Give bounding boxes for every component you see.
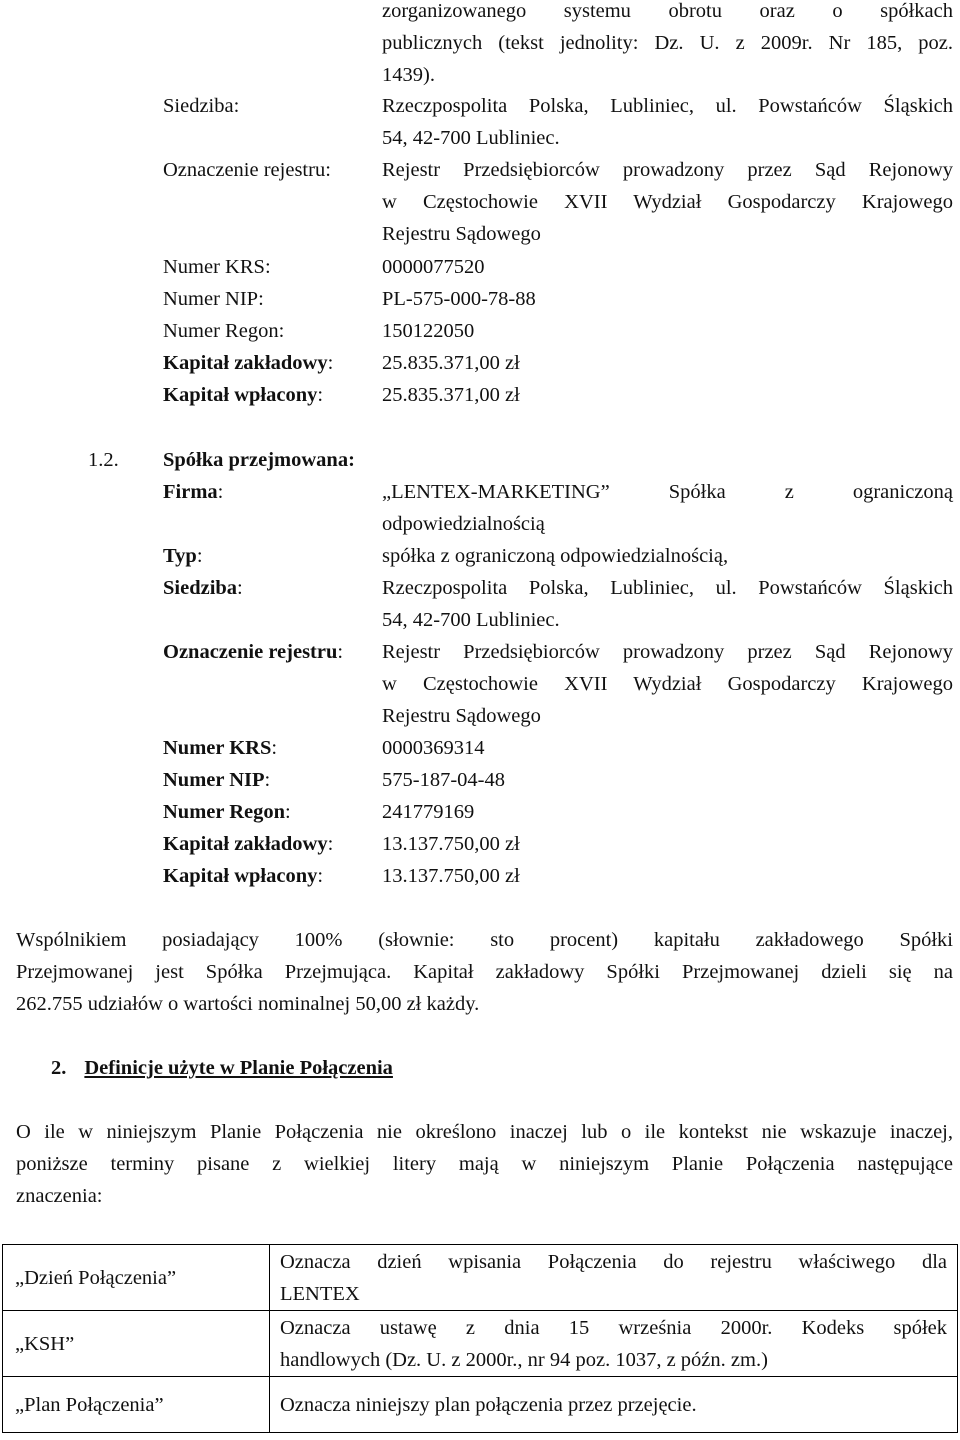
text-line: Oznacza ustawę z dnia 15 września 2000r. Kodeks spółek <box>280 1316 947 1339</box>
company2-regon: Numer Regon: 241779169 <box>163 796 291 828</box>
company1-paid-capital: Kapitał wpłacony: 25.835.371,00 zł <box>163 379 323 411</box>
field-label: Oznaczenie rejestru <box>163 159 326 181</box>
text-line: Wspólnikiem posiadający 100% (słownie: sto procent) kapitału zakładowego Spółki <box>16 929 953 951</box>
krs-value: 0000077520 <box>382 256 485 278</box>
text-line: zorganizowanego systemu obrotu oraz o spółkach <box>382 0 953 22</box>
text-line: publicznych (tekst jednolity: Dz. U. z 2009r. Nr 185, poz. <box>382 32 953 54</box>
definition-term: „Dzień Połączenia” <box>3 1245 270 1311</box>
company2-nip: Numer NIP: 575-187-04-48 <box>163 764 270 796</box>
text-line: Rejestru Sądowego <box>382 705 541 727</box>
text-line: odpowiedzialnością <box>382 513 545 535</box>
definition-term: „KSH” <box>3 1311 270 1377</box>
regon-value: 241779169 <box>382 801 475 823</box>
nip-value: 575-187-04-48 <box>382 769 505 791</box>
text-line: 54, 42-700 Lubliniec. <box>382 127 560 149</box>
definitions-intro <box>16 1116 953 1212</box>
company2-register: Oznaczenie rejestru: Rejestr Przedsiębiorców prowadzony przez Sąd Rejonowy w Częstochowie XVII Wydział Gospodarczy Krajowego Rejestru Sądowego <box>163 636 953 732</box>
field-label: Kapitał zakładowy <box>163 833 328 855</box>
text-line: 262.755 udziałów o wartości nominalnej 50,00 zł każdy. <box>16 993 480 1015</box>
definition-text <box>270 1377 958 1433</box>
company2-seat: Siedziba: Rzeczpospolita Polska, Lubliniec, ul. Powstańców Śląskich 54, 42-700 Lubliniec. <box>163 572 953 636</box>
field-label: Numer Regon <box>163 320 279 342</box>
text-line: Rejestr Przedsiębiorców prowadzony przez Sąd Rejonowy <box>382 641 953 663</box>
text-line: Rejestru Sądowego <box>382 223 541 245</box>
paid-capital-value: 13.137.750,00 zł <box>382 865 520 887</box>
definition-text <box>270 1311 958 1377</box>
text-line: Oznacza dzień wpisania Połączenia do rejestru właściwego dla <box>280 1250 947 1273</box>
table-row <box>3 1311 958 1377</box>
text-line: Rzeczpospolita Polska, Lubliniec, ul. Powstańców Śląskich <box>382 95 953 117</box>
field-label: Kapitał wpłacony <box>163 865 318 887</box>
company1-registration-basis <box>163 0 953 91</box>
company2-title: Spółka przejmowana: <box>163 449 355 471</box>
field-label: Kapitał zakładowy <box>163 352 328 374</box>
text-line: 1439). <box>382 64 435 86</box>
field-label: Numer KRS <box>163 737 272 759</box>
field-label: Typ <box>163 545 197 567</box>
text-line: Rzeczpospolita Polska, Lubliniec, ul. Powstańców Śląskich <box>382 577 953 599</box>
text-line: 54, 42-700 Lubliniec. <box>382 609 560 631</box>
text-line: „LENTEX-MARKETING” Spółka z ograniczoną <box>382 481 953 503</box>
section-heading-2 <box>51 1052 393 1084</box>
type-value: spółka z ograniczoną odpowiedzialnością, <box>382 545 729 567</box>
field-label: Numer NIP <box>163 288 259 310</box>
krs-value: 0000369314 <box>382 737 485 759</box>
text-line: Przejmowanej jest Spółka Przejmująca. Kapitał zakładowy Spółki Przejmowanej dzieli się na <box>16 961 953 983</box>
field-label: Numer KRS <box>163 256 265 278</box>
definitions-table <box>2 1244 958 1433</box>
company2-firm: Firma: „LENTEX-MARKETING” Spółka z ograniczoną odpowiedzialnością <box>163 476 953 540</box>
section-heading-1-2 <box>88 444 119 476</box>
section-title: Spółka przejmowana <box>163 449 349 471</box>
company1-seat: Siedziba: Rzeczpospolita Polska, Lubliniec, ul. Powstańców Śląskich 54, 42-700 Lubliniec. <box>163 90 953 154</box>
company1-krs: Numer KRS: 0000077520 <box>163 251 271 283</box>
definition-term: „Plan Połączenia” <box>3 1377 270 1433</box>
company2-type: Typ: spółka z ograniczoną odpowiedzialnością, <box>163 540 203 572</box>
company1-share-capital: Kapitał zakładowy: 25.835.371,00 zł <box>163 347 333 379</box>
text-line: Oznacza niniejszy plan połączenia przez przejęcie. <box>280 1393 697 1416</box>
text-line: Rejestr Przedsiębiorców prowadzony przez Sąd Rejonowy <box>382 159 953 181</box>
text-line: handlowych (Dz. U. z 2000r., nr 94 poz. 1037, z późn. zm.) <box>280 1348 768 1371</box>
definition-text <box>270 1245 958 1311</box>
text-line: w Częstochowie XVII Wydział Gospodarczy Krajowego <box>382 673 953 695</box>
field-label: Firma <box>163 481 218 503</box>
text-line: znaczenia: <box>16 1185 103 1207</box>
text-line: O ile w niniejszym Planie Połączenia nie określono inaczej lub o ile kontekst nie wskazuje inaczej, <box>16 1121 953 1143</box>
company1-regon: Numer Regon: 150122050 <box>163 315 284 347</box>
table-row <box>3 1377 958 1433</box>
regon-value: 150122050 <box>382 320 475 342</box>
company2-paid-capital: Kapitał wpłacony: 13.137.750,00 zł <box>163 860 323 892</box>
field-label: Numer Regon <box>163 801 286 823</box>
table-row <box>3 1245 958 1311</box>
share-capital-value: 13.137.750,00 zł <box>382 833 520 855</box>
section-number: 2. <box>51 1057 67 1079</box>
field-label: Siedziba <box>163 95 234 117</box>
company2-share-capital: Kapitał zakładowy: 13.137.750,00 zł <box>163 828 333 860</box>
section-number: 1.2. <box>88 449 119 471</box>
field-label: Numer NIP <box>163 769 265 791</box>
field-label: Kapitał wpłacony <box>163 384 318 406</box>
company2-krs: Numer KRS: 0000369314 <box>163 732 277 764</box>
field-label: Oznaczenie rejestru <box>163 641 338 663</box>
text-line: poniższe terminy pisane z wielkiej litery mają w niniejszym Planie Połączenia następujące <box>16 1153 953 1175</box>
paid-capital-value: 25.835.371,00 zł <box>382 384 520 406</box>
company1-register: Oznaczenie rejestru: Rejestr Przedsiębiorców prowadzony przez Sąd Rejonowy w Częstochowie XVII Wydział Gospodarczy Krajowego Rejestru Sądowego <box>163 154 953 250</box>
shareholder-paragraph <box>16 924 953 1020</box>
text-line: w Częstochowie XVII Wydział Gospodarczy Krajowego <box>382 191 953 213</box>
company1-nip: Numer NIP: PL-575-000-78-88 <box>163 283 264 315</box>
nip-value: PL-575-000-78-88 <box>382 288 536 310</box>
share-capital-value: 25.835.371,00 zł <box>382 352 520 374</box>
field-label: Siedziba <box>163 577 238 599</box>
section-title: Definicje użyte w Planie Połączenia <box>84 1057 393 1079</box>
text-line: LENTEX <box>280 1282 360 1305</box>
